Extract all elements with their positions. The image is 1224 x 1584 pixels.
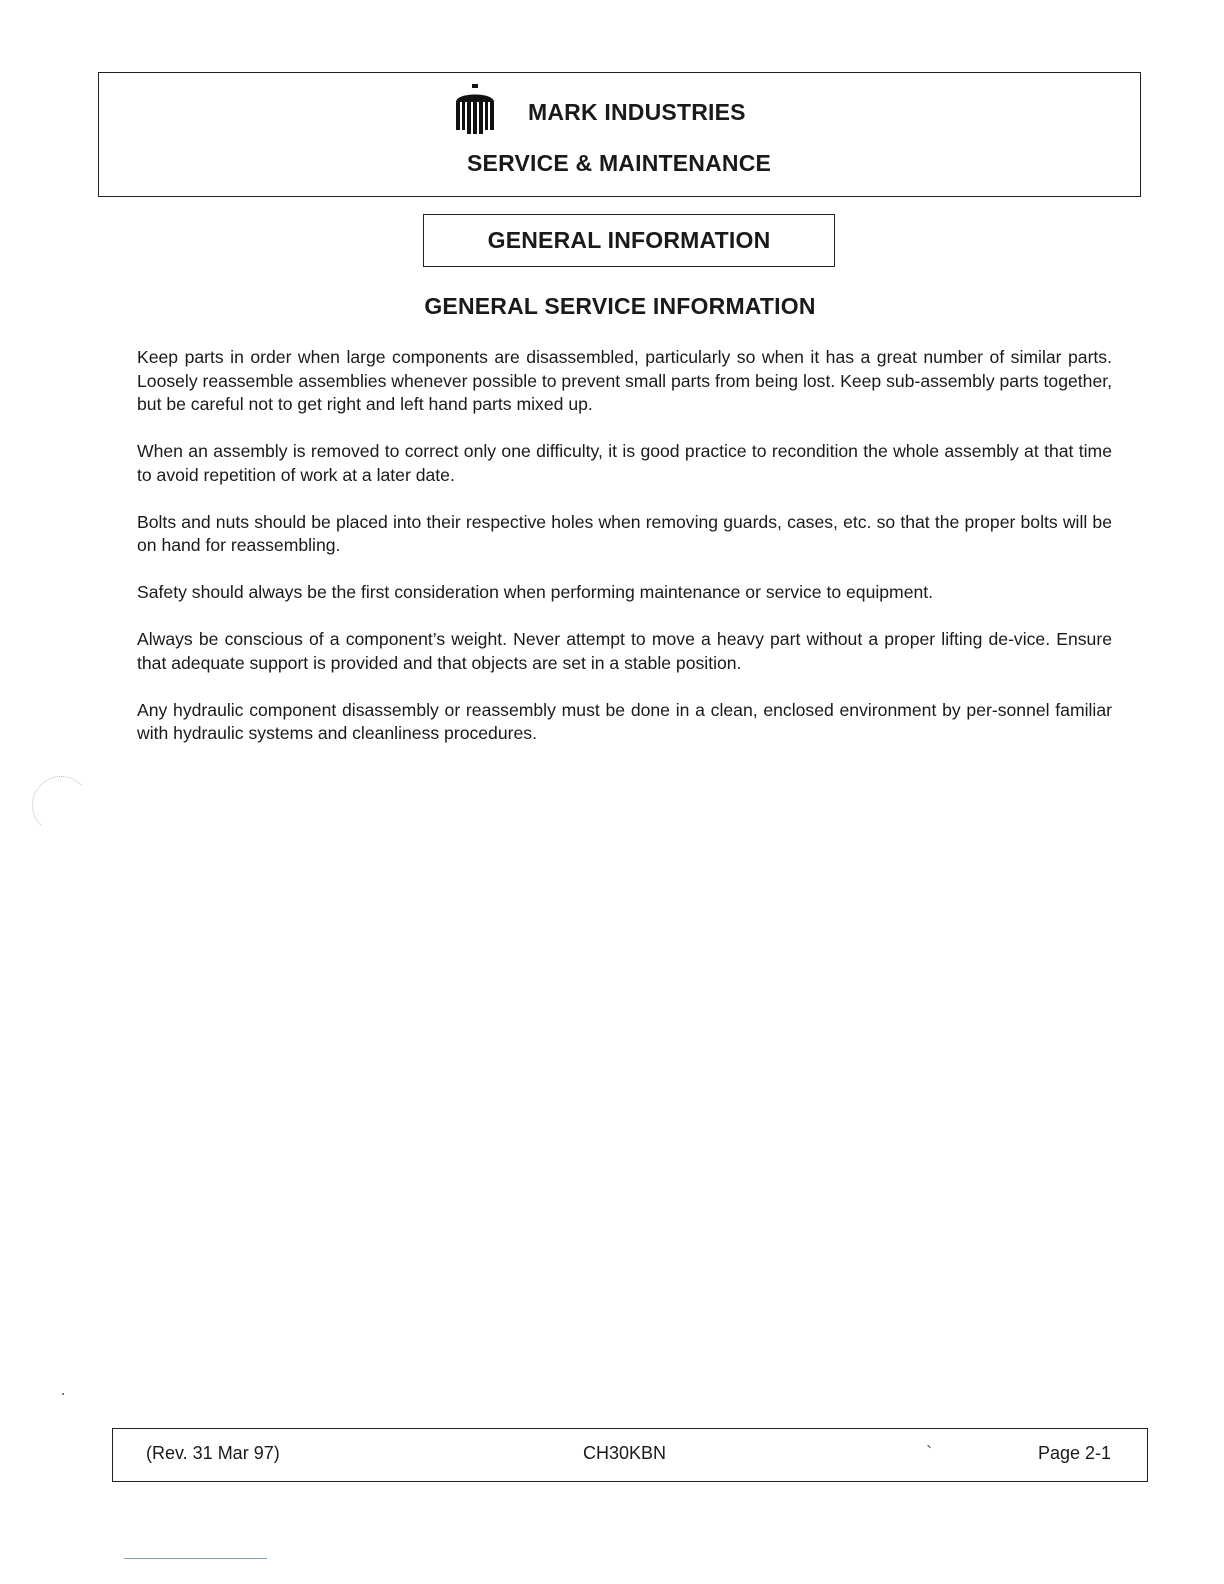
paragraph: Any hydraulic component disassembly or reassembly must be done in a clean, enclosed environment by per-sonnel familiar with hydraulic systems and cleanliness procedures. xyxy=(137,699,1112,743)
footer-revision: (Rev. 31 Mar 97) xyxy=(146,1443,280,1463)
footer-page-number: Page 2-1 xyxy=(1037,1443,1111,1463)
footer-document-code: CH30KBN xyxy=(583,1443,667,1463)
paragraph: Safety should always be the first consideration when performing maintenance or service to equipment. xyxy=(137,582,934,602)
page-heading: GENERAL SERVICE INFORMATION xyxy=(424,293,816,319)
footer-box xyxy=(112,1428,1148,1482)
paragraph: Bolts and nuts should be placed into their respective holes when removing guards, cases, etc. so that the proper bolts will be on hand for reassembling. xyxy=(137,511,1112,555)
header-box xyxy=(98,72,1141,197)
mark-industries-logo-icon xyxy=(452,84,498,134)
company-name: MARK INDUSTRIES xyxy=(528,99,746,125)
bottom-rule xyxy=(124,1558,267,1559)
scan-artifact-dot xyxy=(62,1393,64,1395)
document-subtitle: SERVICE & MAINTENANCE xyxy=(467,150,772,176)
paragraph: Always be conscious of a component’s weight. Never attempt to move a heavy part without a proper lifting de-vice. Ensure that adequate support is provided and that objects are set in a stable position. xyxy=(137,629,1112,673)
paragraph: When an assembly is removed to correct only one difficulty, it is good practice to recondition the whole assembly at that time to avoid repetition of work at a later date. xyxy=(137,441,1112,485)
scan-artifact-arc xyxy=(32,776,90,834)
paragraph: Keep parts in order when large components are disassembled, particularly so when it has a great number of similar parts. Loosely reassemble assemblies whenever possible to prevent small parts from being lost. Keep sub-assembly parts together, but be careful not to get right and left hand parts mixed up. xyxy=(137,347,1112,414)
body-text xyxy=(137,346,1112,769)
section-title: GENERAL INFORMATION xyxy=(423,214,835,267)
